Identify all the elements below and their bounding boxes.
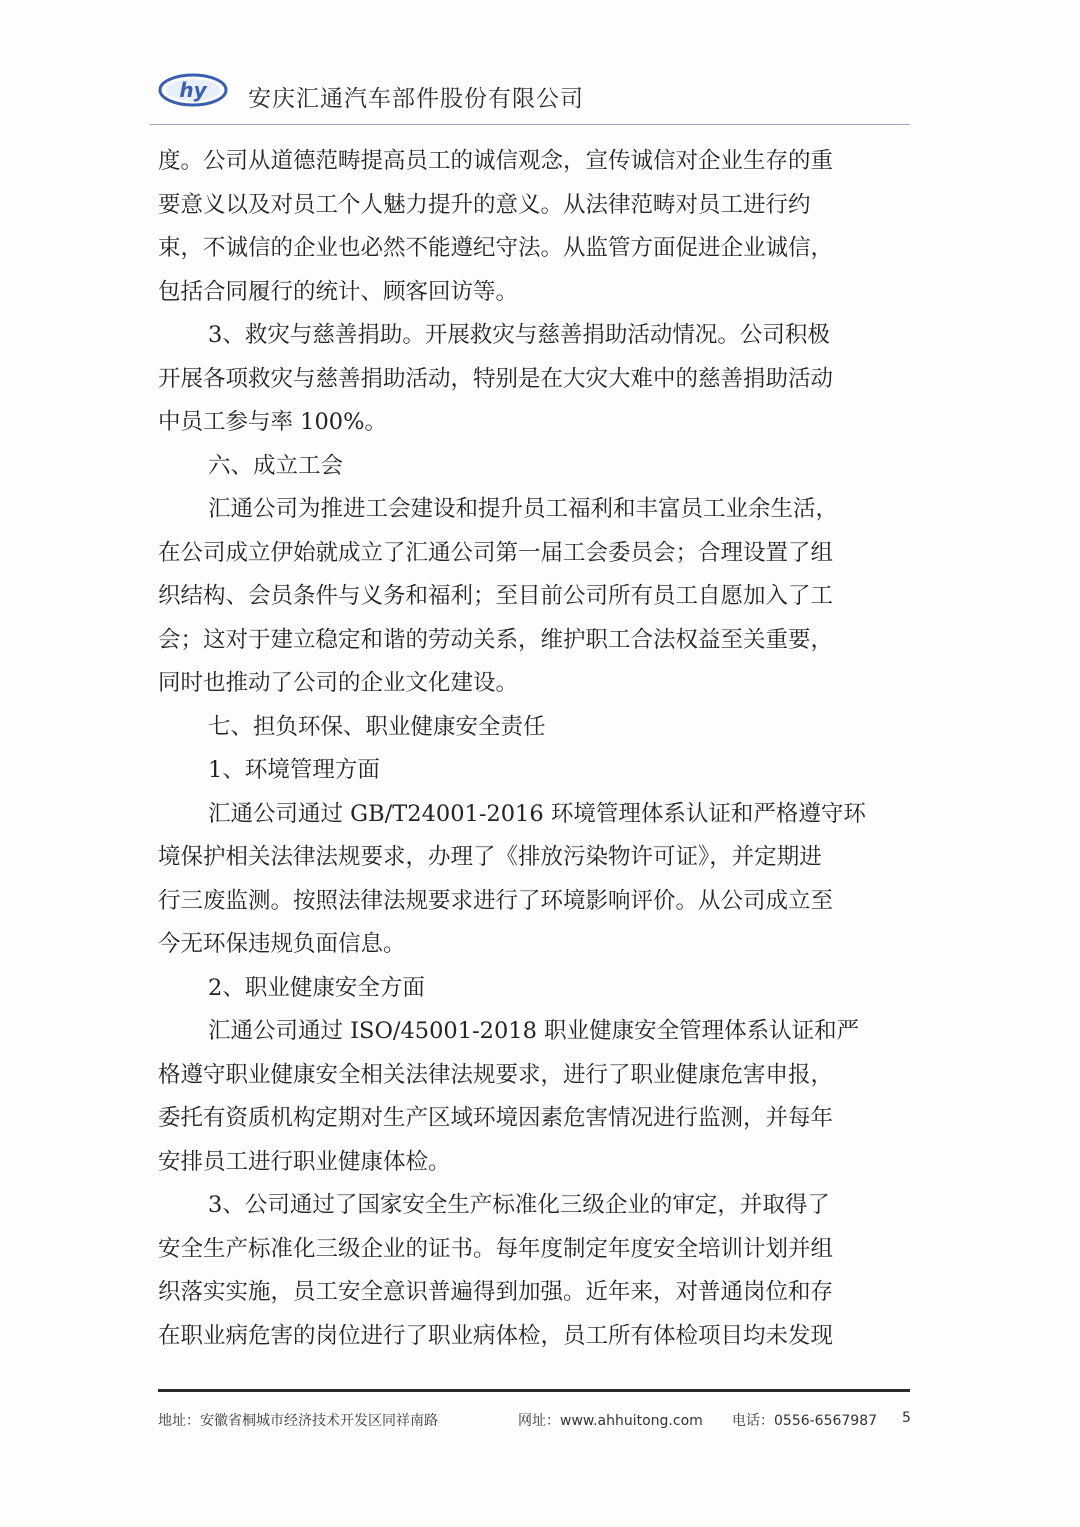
text-line: 织落实实施，员工安全意识普遍得到加强。近年来，对普通岗位和存: [158, 1279, 834, 1305]
text-line: 开展各项救灾与慈善捐助活动，特别是在大灾大难中的慈善捐助活动: [158, 365, 834, 392]
text-line: 在职业病危害的岗位进行了职业病体检，员工所有体检项目均未发现: [158, 1322, 834, 1349]
text-line: 今无环保违规负面信息。: [158, 931, 406, 957]
company-name: 安庆汇通汽车部件股份有限公司: [248, 86, 584, 112]
text-line: 六、成立工会: [208, 452, 344, 479]
text-line: 境保护相关法律法规要求，办理了《排放污染物许可证》，并定期进: [158, 844, 822, 870]
text-line: 度。公司从道德范畴提高员工的诚信观念，宣传诚信对企业生存的重: [158, 148, 834, 174]
text-line: 行三废监测。按照法律法规要求进行了环境影响评价。从公司成立至: [158, 887, 834, 914]
hy-logo-icon: [158, 72, 228, 108]
text-line: 汇通公司通过 GB/T24001-2016 环境管理体系认证和严格遵守环: [208, 800, 866, 827]
text-line: 3、公司通过了国家安全生产标准化三级企业的审定，并取得了: [208, 1192, 830, 1218]
footer-address: 地址：安徽省桐城市经济技术开发区同祥南路: [158, 1413, 438, 1429]
text-line: 汇通公司通过 ISO/45001-2018 职业健康安全管理体系认证和严: [208, 1018, 860, 1044]
text-line: 七、担负环保、职业健康安全责任: [208, 713, 546, 740]
text-line: 织结构、会员条件与义务和福利；至目前公司所有员工自愿加入了工: [158, 583, 834, 609]
document-body: [158, 140, 913, 1358]
page-footer: [158, 1410, 918, 1434]
text-line: 安排员工进行职业健康体检。: [158, 1148, 451, 1175]
text-line: 包括合同履行的统计、顾客回访等。: [158, 278, 519, 305]
text-line: 中员工参与率 100%。: [158, 409, 387, 435]
text-line: 2、职业健康安全方面: [208, 974, 425, 1001]
text-line: 格遵守职业健康安全相关法律法规要求，进行了职业健康危害申报，: [158, 1061, 834, 1088]
page-header: [150, 62, 930, 122]
text-line: 会；这对于建立稳定和谐的劳动关系，维护职工合法权益至关重要，: [158, 626, 834, 653]
text-line: 汇通公司为推进工会建设和提升员工福利和丰富员工业余生活，: [208, 496, 839, 522]
logo-text: hy: [179, 78, 207, 102]
text-line: 1、环境管理方面: [208, 757, 380, 783]
text-line: 束，不诚信的企业也必然不能遵纪守法。从监管方面促进企业诚信，: [158, 235, 834, 261]
text-line: 安全生产标准化三级企业的证书。每年度制定年度安全培训计划并组: [158, 1235, 834, 1262]
text-line: 要意义以及对员工个人魅力提升的意义。从法律范畴对员工进行约: [158, 191, 811, 218]
header-divider: [150, 124, 910, 125]
footer-phone: 电话：0556-6567987: [732, 1413, 878, 1429]
footer-divider: [158, 1389, 910, 1392]
text-line: 委托有资质机构定期对生产区域环境因素危害情况进行监测，并每年: [158, 1105, 834, 1131]
footer-website: 网址：www.ahhuitong.com: [518, 1413, 703, 1429]
text-line: 在公司成立伊始就成立了汇通公司第一届工会委员会；合理设置了组: [158, 539, 834, 566]
text-line: 同时也推动了公司的企业文化建设。: [158, 670, 519, 696]
page-number: 5: [902, 1410, 911, 1426]
text-line: 3、救灾与慈善捐助。开展救灾与慈善捐助活动情况。公司积极: [208, 322, 830, 348]
